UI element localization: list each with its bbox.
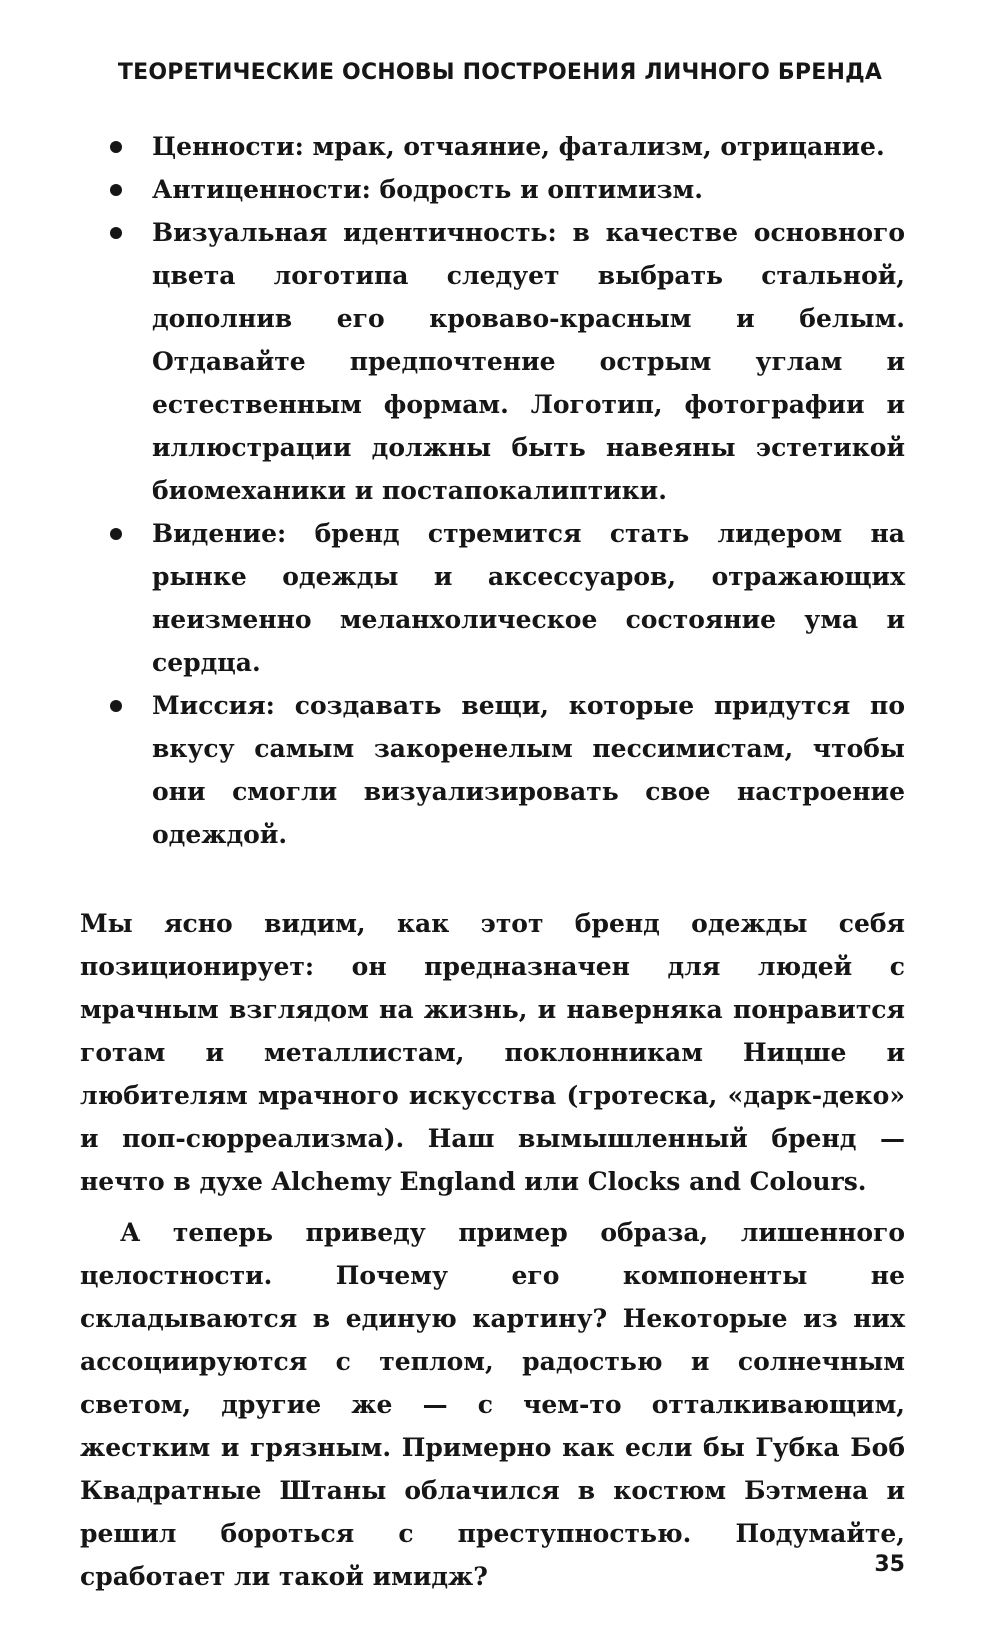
bullet-list [80, 125, 905, 856]
bullet-dot-icon [110, 227, 122, 239]
bullet-item-mission [80, 684, 905, 856]
bullet-item-visual-identity [80, 211, 905, 512]
page-body [80, 125, 905, 1598]
bullet-text: Ценности: мрак, отчаяние, фатализм, отрицание. [152, 132, 885, 161]
bullet-text: Миссия: создавать вещи, которые придутся по вкусу самым закоренелым пессимистам, чтобы они смогли визуализировать свое настроение одеждой. [152, 691, 905, 849]
bullet-dot-icon [110, 528, 122, 540]
bullet-dot-icon [110, 184, 122, 196]
bullet-text: Антиценности: бодрость и оптимизм. [152, 175, 703, 204]
bullet-item-vision [80, 512, 905, 684]
running-title: ТЕОРЕТИЧЕСКИЕ ОСНОВЫ ПОСТРОЕНИЯ ЛИЧНОГО БРЕНДА [117, 60, 883, 85]
bullet-item-values [80, 125, 905, 168]
bullet-dot-icon [110, 141, 122, 153]
bullet-dot-icon [110, 700, 122, 712]
bullet-text: Визуальная идентичность: в качестве основного цвета логотипа следует выбрать стальной, дополнив его кроваво-красным и белым. Отдавайте предпочтение острым углам и естественным формам. Логотип, фотографии и иллюстрации должны быть навеяны эстетикой биомеханики и постапокалиптики. [152, 218, 905, 505]
bullet-item-antivalues [80, 168, 905, 211]
paragraph-positioning: Мы ясно видим, как этот бренд одежды себя позиционирует: он предназначен для людей с мрачным взглядом на жизнь, и наверняка понравится готам и металлистам, поклонникам Ницше и любителям мрачного искусства (гротеска, «дарк-деко» и поп-сюрреализма). Наш вымышленный бренд — нечто в духе Alchemy England или Clocks and Colours. [80, 909, 905, 1196]
paragraph-example: А теперь приведу пример образа, лишенного целостности. Почему его компоненты не складываются в единую картину? Некоторые из них ассоциируются с теплом, радостью и солнечным светом, другие же — с чем-то отталкивающим, жестким и грязным. Примерно как если бы Губка Боб Квадратные Штаны облачился в костюм Бэтмена и решил бороться с преступностью. Подумайте, сработает ли такой имидж? [80, 1218, 905, 1591]
bullet-text: Видение: бренд стремится стать лидером на рынке одежды и аксессуаров, отражающих неизменно меланхолическое состояние ума и сердца. [152, 519, 905, 677]
page-number: 35 [874, 1552, 905, 1577]
